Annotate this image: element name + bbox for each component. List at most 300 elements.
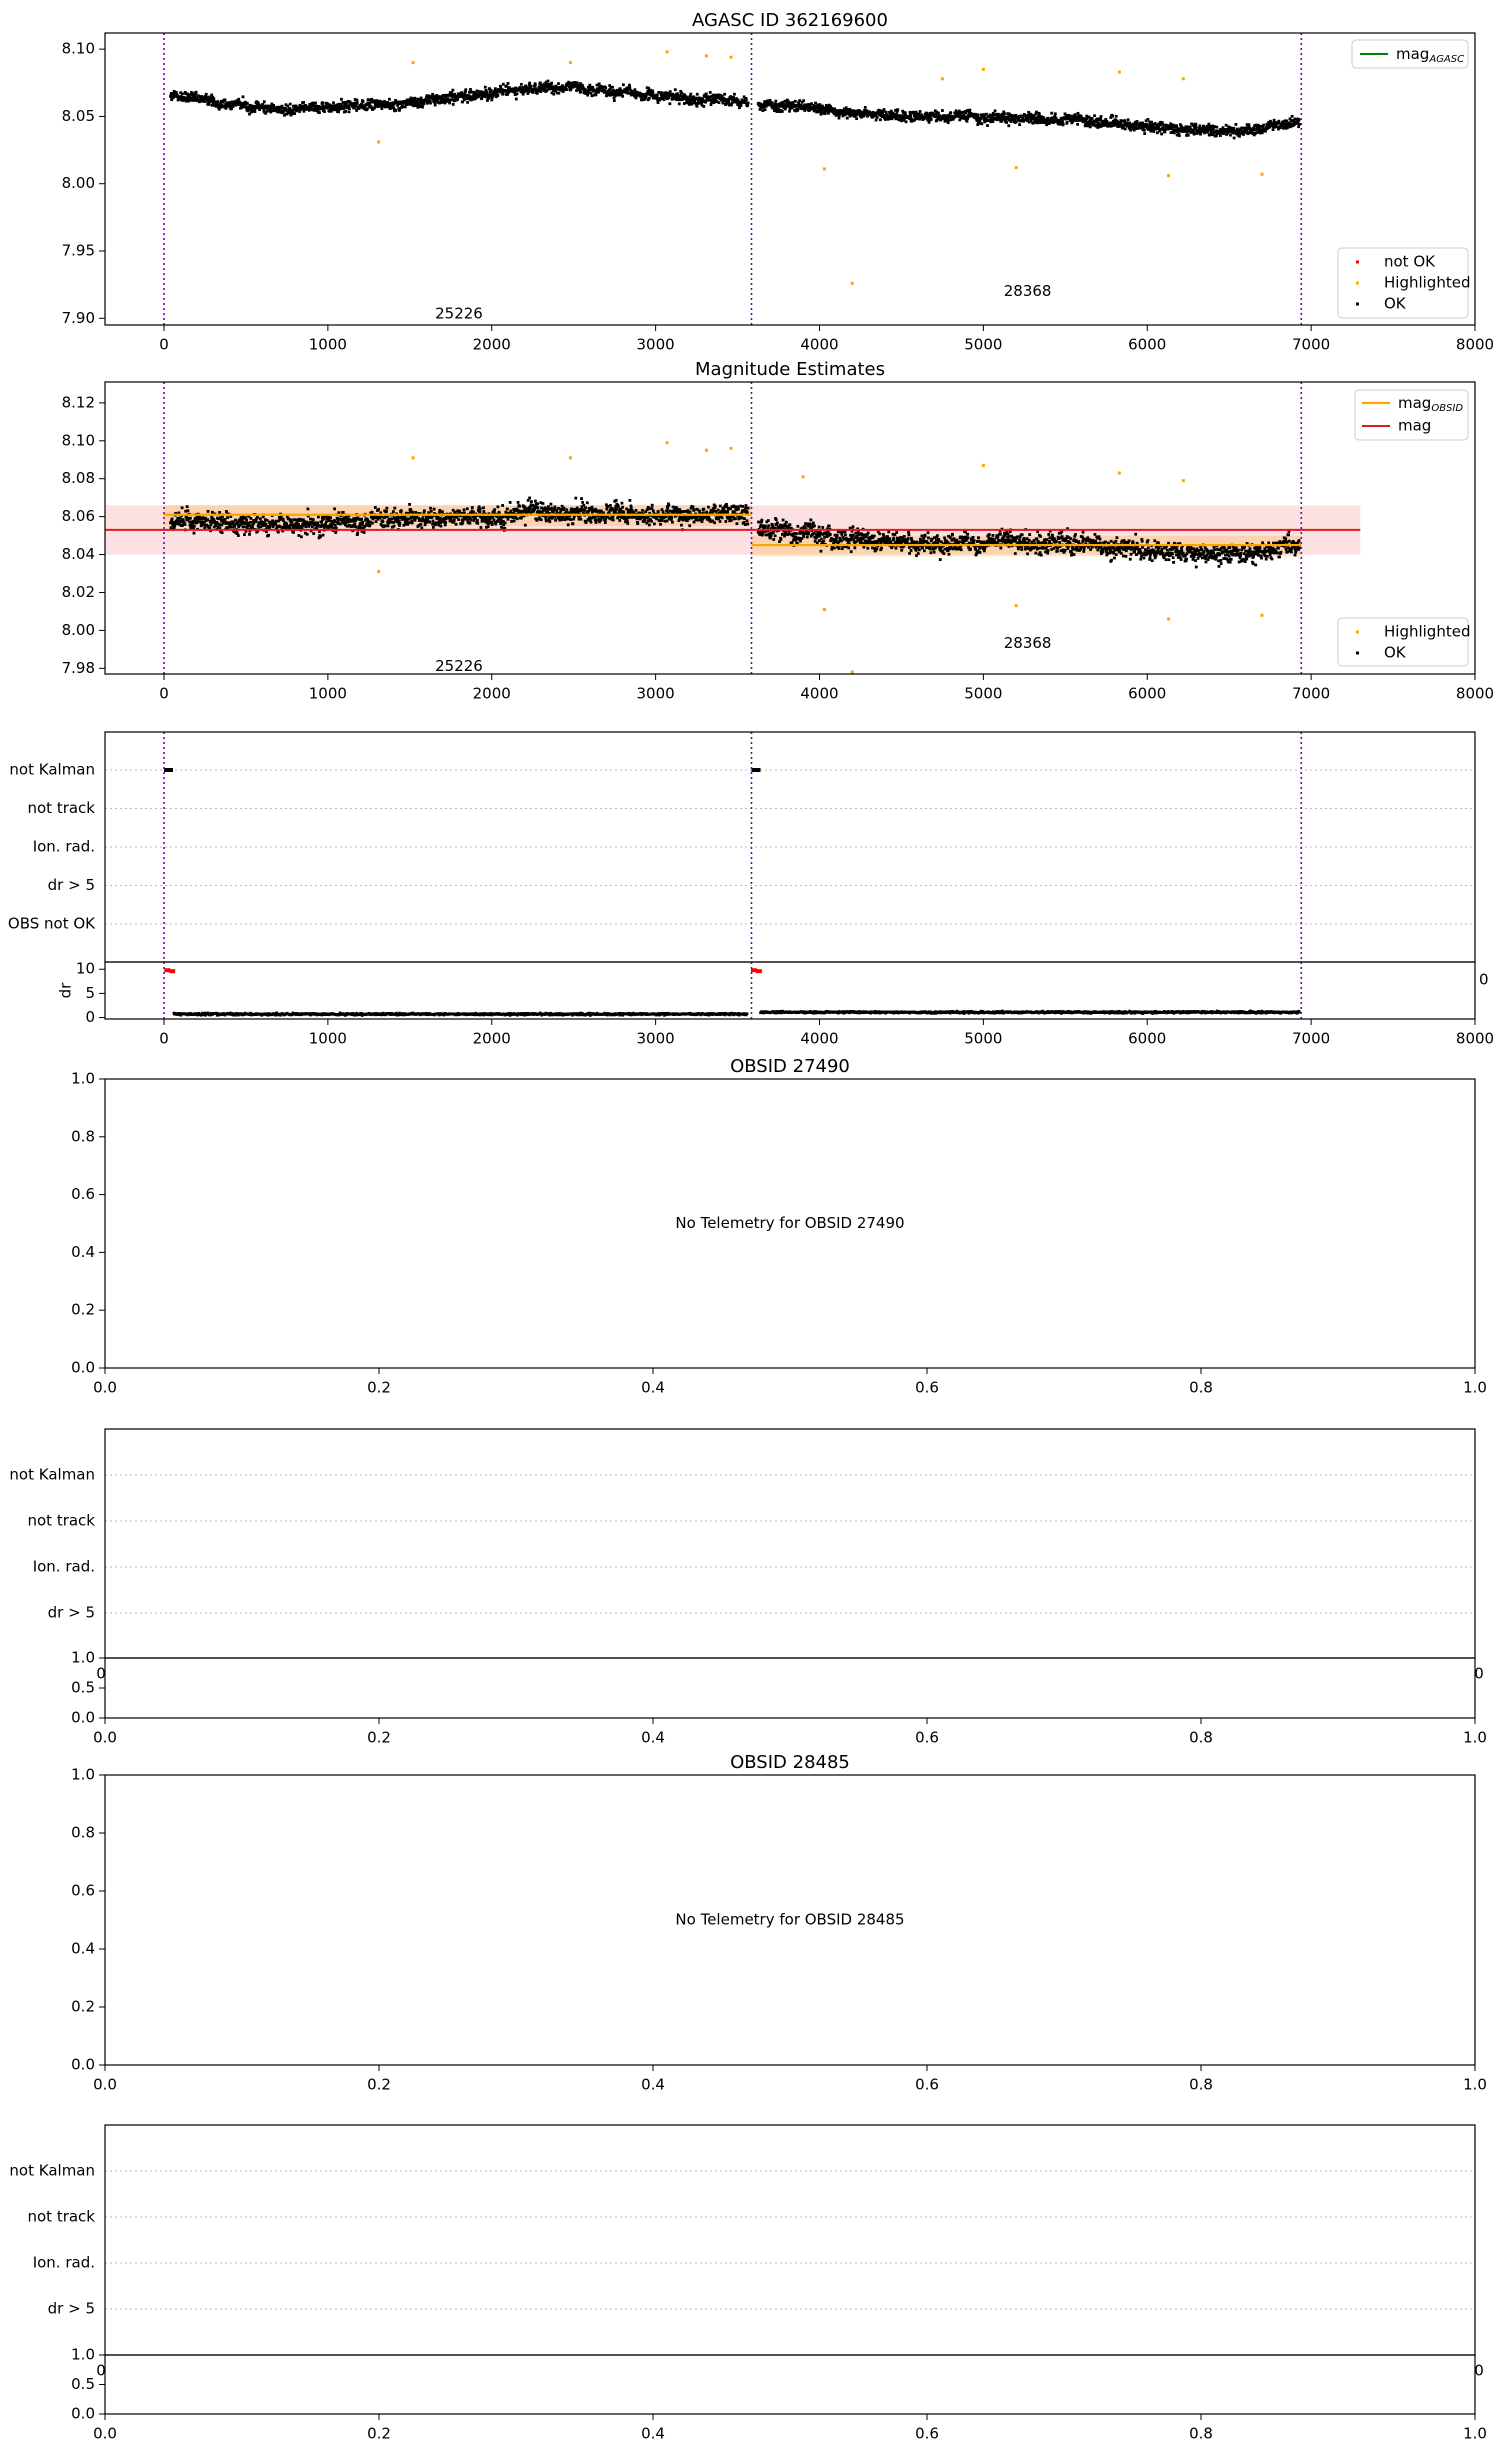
panel0-ok-point (827, 112, 830, 115)
panel0-ok-point (824, 112, 827, 115)
panel1-ok-point (807, 532, 810, 535)
panel1-ok-point (510, 520, 513, 523)
panel0-ok-point (266, 110, 269, 113)
panel1-ok-point (218, 523, 221, 526)
panel0-ok-point (1175, 126, 1178, 129)
panel0-ok-point (579, 91, 582, 94)
panel0-ok-point (348, 107, 351, 110)
panel1-ok-point (788, 533, 791, 536)
panel0-ok-point (1050, 112, 1053, 115)
panel1-ok-point (221, 531, 224, 534)
panel0-ok-point (528, 89, 531, 92)
panel1-ok-point (572, 518, 575, 521)
panel0-ok-point (1219, 134, 1222, 137)
panel0-ok-point (1111, 115, 1114, 118)
panel1-ok-point (840, 540, 843, 543)
panel1-ok-point (259, 517, 262, 520)
panel0-ok-point (550, 82, 553, 85)
panel1-ok-point (248, 533, 251, 536)
panel1-ok-point (692, 506, 695, 509)
panel0-ok-point (1262, 124, 1265, 127)
panel1-ok-point (329, 516, 332, 519)
panel1-ok-point (182, 518, 185, 521)
panel1-ok-point (776, 521, 779, 524)
panel1-ok-point (707, 506, 710, 509)
panel0-ok-point (370, 98, 373, 101)
panel1-ok-point (494, 523, 497, 526)
panel0-ok-point (1062, 123, 1065, 126)
panel0-ok-point (507, 82, 510, 85)
panel1-ok-point (746, 519, 749, 522)
panel1-ok-point (479, 507, 482, 510)
panel1-ok-point (747, 507, 750, 510)
panel1-ok-point (245, 519, 248, 522)
panel1-ok-point (736, 522, 739, 525)
panel0-ok-point (254, 110, 257, 113)
panel1-ok-point (819, 532, 822, 535)
panel1-ok-point (353, 523, 356, 526)
panel0-ok-point (977, 113, 980, 116)
panel0-ok-point (705, 93, 708, 96)
panel0-ok-point (781, 110, 784, 113)
panel1-ok-point (724, 520, 727, 523)
panel0-ok-point (291, 112, 294, 115)
panel0-ok-point (586, 94, 589, 97)
panel0-ok-point (604, 87, 607, 90)
panel0-ok-point (1061, 120, 1064, 123)
panel1-ok-point (398, 522, 401, 525)
panel0-ok-point (689, 93, 692, 96)
panel0-ok-point (448, 102, 451, 105)
panel0-ok-point (394, 109, 397, 112)
panel1-ok-point (277, 531, 280, 534)
panel0-ok-point (864, 106, 867, 109)
panel0-ok-point (1238, 135, 1241, 138)
panel0-ok-point (546, 89, 549, 92)
panel1-ok-point (501, 504, 504, 507)
panel0-ok-point (802, 99, 805, 102)
panel1-ok-point (536, 502, 539, 505)
panel1-ok-point (795, 532, 798, 535)
panel1-ok-point (635, 509, 638, 512)
panel0-ok-point (855, 117, 858, 120)
panel1-ok-point (818, 526, 821, 529)
panel1-ok-point (573, 510, 576, 513)
panel1-ok-point (713, 521, 716, 524)
panel1-ok-point (506, 508, 509, 511)
panel1-ok-point (721, 516, 724, 519)
panel1-ok-point (322, 534, 325, 537)
panel1-ok-point (478, 511, 481, 514)
panel0-ok-point (1093, 114, 1096, 117)
panel1-ok-point (764, 525, 767, 528)
panel0-ok-point (1129, 129, 1132, 132)
panel1-ok-point (248, 524, 251, 527)
panel1-ok-point (657, 510, 660, 513)
panel1-ok-point (659, 523, 662, 526)
panel1-ok-point (717, 509, 720, 512)
panel0-ok-point (885, 111, 888, 114)
panel1-ok-point (493, 508, 496, 511)
panel1-ok-point (312, 532, 315, 535)
panel0-ok-point (1005, 121, 1008, 124)
panel0-ok-point (575, 89, 578, 92)
panel1-ok-point (408, 503, 411, 506)
panel0-ok-point (838, 117, 841, 120)
panel1-ok-point (725, 503, 728, 506)
panel1-ok-point (696, 519, 699, 522)
panel1-ok-point (829, 533, 832, 536)
panel1-ok-point (775, 518, 778, 521)
panel1-ok-point (605, 508, 608, 511)
panel1-ok-point (268, 526, 271, 529)
panel1-ok-point (671, 521, 674, 524)
panel0-highlighted-point (1182, 77, 1185, 80)
panel0-ok-point (937, 112, 940, 115)
panel0-ok-point (626, 92, 629, 95)
panel1-ok-point (569, 518, 572, 521)
panel1-ok-point (730, 519, 733, 522)
panel0-ok-point (909, 115, 912, 118)
panel0-ok-point (634, 88, 637, 91)
panel1-ok-point (823, 536, 826, 539)
panel1-ok-point (472, 511, 475, 514)
panel1-ok-point (812, 521, 815, 524)
panel0-ok-point (289, 103, 292, 106)
panel0-highlighted-point (705, 54, 708, 57)
panel0-ok-point (416, 100, 419, 103)
panel1-ok-point (693, 508, 696, 511)
panel1-ok-point (520, 517, 523, 520)
panel1-ok-point (487, 522, 490, 525)
panel0-ok-point (1115, 115, 1118, 118)
panel1-ok-point (186, 509, 189, 512)
panel0-ok-point (356, 99, 359, 102)
panel1-ok-point (702, 508, 705, 511)
panel1-ok-point (636, 522, 639, 525)
panel1-ok-point (217, 517, 220, 520)
panel1-ok-point (701, 520, 704, 523)
panel0-ok-point (1198, 124, 1201, 127)
panel1-ok-point (306, 533, 309, 536)
panel0-ok-point (794, 100, 797, 103)
panel1-ok-point (836, 534, 839, 537)
panel1-ok-point (307, 508, 310, 511)
panel0-ok-points (169, 80, 1301, 140)
panel1-ok-point (744, 523, 747, 526)
panel1-ok-point (316, 521, 319, 524)
panel0-ok-point (1232, 127, 1235, 130)
panel1-ok-point (356, 531, 359, 534)
panel1-ok-point (468, 522, 471, 525)
panel1-ok-point (540, 518, 543, 521)
panel0-ok-point (242, 95, 245, 98)
panel1-ok-point (509, 501, 512, 504)
panel1-ok-point (250, 517, 253, 520)
panel1-ok-point (661, 519, 664, 522)
panel0-ok-point (598, 82, 601, 85)
panel1-ok-point (621, 506, 624, 509)
panel1-ok-point (184, 523, 187, 526)
panel0-ok-point (224, 99, 227, 102)
panel0-ok-point (434, 104, 437, 107)
panel0-ok-point (246, 102, 249, 105)
panel0-ok-point (314, 102, 317, 105)
panel0-ok-point (1035, 111, 1038, 114)
panel0-ok-point (480, 97, 483, 100)
panel0-ok-point (930, 118, 933, 121)
panel1-ok-point (430, 510, 433, 513)
panel1-ok-point (476, 522, 479, 525)
panel1-ok-point (537, 506, 540, 509)
panel1-ok-point (224, 518, 227, 521)
panel0-ok-point (1100, 115, 1103, 118)
panel0-ok-point (322, 102, 325, 105)
panel1-ok-point (785, 521, 788, 524)
panel0-ok-point (661, 92, 664, 95)
panel0-ok-point (340, 98, 343, 101)
panel0-ok-point (788, 110, 791, 113)
panel1-ok-point (545, 520, 548, 523)
panel1-ok-point (444, 524, 447, 527)
panel1-ok-point (208, 526, 211, 529)
panel1-ok-point (382, 520, 385, 523)
panel1-ok-point (440, 525, 443, 528)
panel0-ok-point (678, 102, 681, 105)
panel0-ok-point (344, 110, 347, 113)
panel1-ok-point (772, 531, 775, 534)
panel1-ok-point (530, 500, 533, 503)
panel0-ok-point (669, 90, 672, 93)
panel1-ok-point (838, 547, 841, 550)
panel0-ok-point (968, 109, 971, 112)
panel1-ok-point (584, 506, 587, 509)
panel1-ok-point (666, 507, 669, 510)
panel0-ok-point (798, 99, 801, 102)
panel1-ok-point (767, 524, 770, 527)
panel1-ok-point (441, 510, 444, 513)
panel1-ok-point (186, 505, 189, 508)
panel1-ok-point (249, 521, 252, 524)
panel0-ok-point (466, 101, 469, 104)
panel1-ok-point (471, 506, 474, 509)
panel1-ok-point (618, 519, 621, 522)
panel1-ok-point (469, 519, 472, 522)
panel1-ok-point (391, 517, 394, 520)
panel0-ok-point (469, 88, 472, 91)
panel1-ok-point (798, 537, 801, 540)
panel0-ok-point (528, 82, 531, 85)
panel1-ok-point (387, 524, 390, 527)
panel1-ok-point (821, 526, 824, 529)
panel1-ok-point (429, 507, 432, 510)
panel0-ok-point (771, 101, 774, 104)
panel0-ok-point (1195, 126, 1198, 129)
panel1-ok-point (403, 516, 406, 519)
panel0-ok-point (774, 103, 777, 106)
panel1-ok-point (746, 523, 749, 526)
panel0-ok-point (456, 98, 459, 101)
panel1-ok-point (714, 505, 717, 508)
panel1-ok-point (255, 520, 258, 523)
panel0-ok-point (332, 101, 335, 104)
panel0-ok-point (1054, 112, 1057, 115)
panel0-ok-point (1018, 123, 1021, 126)
panel0-ok-point (733, 93, 736, 96)
panel0-ok-point (656, 94, 659, 97)
panel1-ok-point (583, 509, 586, 512)
panel1-ok-point (571, 522, 574, 525)
panel1-ok-point (375, 520, 378, 523)
panel1-ok-point (745, 504, 748, 507)
panel0-highlighted-point (1015, 166, 1018, 169)
panel1-ok-point (206, 518, 209, 521)
panel1-ok-point (392, 510, 395, 513)
panel0-ok-point (1089, 125, 1092, 128)
panel1-ok-point (626, 522, 629, 525)
panel1-ok-point (453, 519, 456, 522)
panel1-ok-point (796, 525, 799, 528)
panel1-ok-point (651, 504, 654, 507)
panel0-ok-point (709, 91, 712, 94)
panel1-ok-point (550, 507, 553, 510)
panel1-ok-point (285, 522, 288, 525)
panel0-ok-point (452, 103, 455, 106)
panel1-ok-point (734, 506, 737, 509)
panel1-ok-point (582, 504, 585, 507)
panel0-ok-point (1297, 125, 1300, 128)
panel0-ok-point (1003, 112, 1006, 115)
panel0-highlighted-point (377, 140, 380, 143)
panel0-ok-point (674, 88, 677, 91)
panel1-ok-point (744, 507, 747, 510)
panel0-ok-point (769, 99, 772, 102)
panel1-ok-point (482, 506, 485, 509)
panel1-ok-point (371, 511, 374, 514)
panel1-ok-point (547, 505, 550, 508)
panel1-ok-point (542, 502, 545, 505)
panel1-ok-point (774, 534, 777, 537)
panel1-ok-point (317, 516, 320, 519)
panel0-ok-point (464, 88, 467, 91)
panel1-ok-point (652, 509, 655, 512)
panel0-ok-point (312, 102, 315, 105)
panel0-ok-point (1136, 120, 1139, 123)
panel0-ok-point (1298, 119, 1301, 122)
panel0-ok-point (263, 100, 266, 103)
panel1-ok-point (576, 507, 579, 510)
panel0-ok-point (552, 93, 555, 96)
panel1-ok-point (591, 506, 594, 509)
panel0-ok-point (497, 94, 500, 97)
panel1-ok-point (565, 511, 568, 514)
panel1-ok-point (615, 499, 618, 502)
panel0-ok-point (879, 118, 882, 121)
panel0-ok-point (205, 93, 208, 96)
panel1-ok-point (226, 516, 229, 519)
panel1-ok-point (177, 520, 180, 523)
panel1-ok-point (670, 516, 673, 519)
panel0-ok-point (1277, 120, 1280, 123)
panel1-ok-point (847, 547, 850, 550)
panel0-highlighted-point (569, 61, 572, 64)
panel1-ok-point (267, 534, 270, 537)
panel1-ok-point (606, 505, 609, 508)
panel1-ok-point (552, 510, 555, 513)
panel1-ok-point (195, 521, 198, 524)
panel1-ok-point (211, 511, 214, 514)
panel1-ok-point (770, 534, 773, 537)
panel0-ok-point (181, 92, 184, 95)
panel0-ok-point (676, 92, 679, 95)
panel0-highlighted-point (1118, 71, 1121, 74)
panel0-ok-point (657, 101, 660, 104)
panel0-ok-point (1285, 120, 1288, 123)
panel0-ok-point (502, 83, 505, 86)
panel1-ok-point (476, 519, 479, 522)
panel1-ok-point (189, 517, 192, 520)
panel1-ok-point (653, 522, 656, 525)
panel1-ok-point (524, 506, 527, 509)
panel0-ok-point (846, 117, 849, 120)
panel1-ok-point (433, 508, 436, 511)
panel1-ok-point (480, 526, 483, 529)
panel0-ok-point (704, 101, 707, 104)
panel0-ok-point (994, 109, 997, 112)
panel1-ok-point (806, 536, 809, 539)
panel1-ok-point (297, 534, 300, 537)
panel0-ok-point (1291, 115, 1294, 118)
panel1-ok-point (553, 516, 556, 519)
panel0-ok-point (1235, 123, 1238, 126)
panel0-ok-point (710, 103, 713, 106)
panel0-ok-point (490, 89, 493, 92)
panel1-ok-point (419, 523, 422, 526)
panel0-ok-point (1187, 134, 1190, 137)
panel1-ok-point (439, 517, 442, 520)
panel0-ok-point (591, 94, 594, 97)
panel0-ok-point (919, 110, 922, 113)
panel1-ok-point (609, 504, 612, 507)
panel0-ok-point (844, 109, 847, 112)
panel0-ok-point (590, 92, 593, 95)
panel0-ok-point (302, 101, 305, 104)
panel1-ok-point (243, 533, 246, 536)
panel0-ok-point (530, 85, 533, 88)
panel0-ok-point (1233, 137, 1236, 140)
panel0-ok-point (696, 93, 699, 96)
panel1-ok-point (363, 531, 366, 534)
panel1-ok-point (527, 499, 530, 502)
panel0-highlighted-point (666, 50, 669, 53)
panel1-ok-point (334, 520, 337, 523)
panel1-ok-point (360, 518, 363, 521)
panel1-ok-point (408, 521, 411, 524)
panel0-ok-point (557, 92, 560, 95)
panel1-ok-point (291, 521, 294, 524)
panel1-ok-point (734, 517, 737, 520)
panel0-ok-point (348, 110, 351, 113)
panel1-ok-point (432, 526, 435, 529)
panel1-ok-point (377, 508, 380, 511)
panel1-ok-point (466, 519, 469, 522)
panel0-ok-point (985, 113, 988, 116)
panel0-ok-point (1178, 134, 1181, 137)
panel1-ok-point (650, 507, 653, 510)
panel1-ok-point (497, 505, 500, 508)
panel1-ok-point (171, 518, 174, 521)
panel1-ok-point (507, 518, 510, 521)
